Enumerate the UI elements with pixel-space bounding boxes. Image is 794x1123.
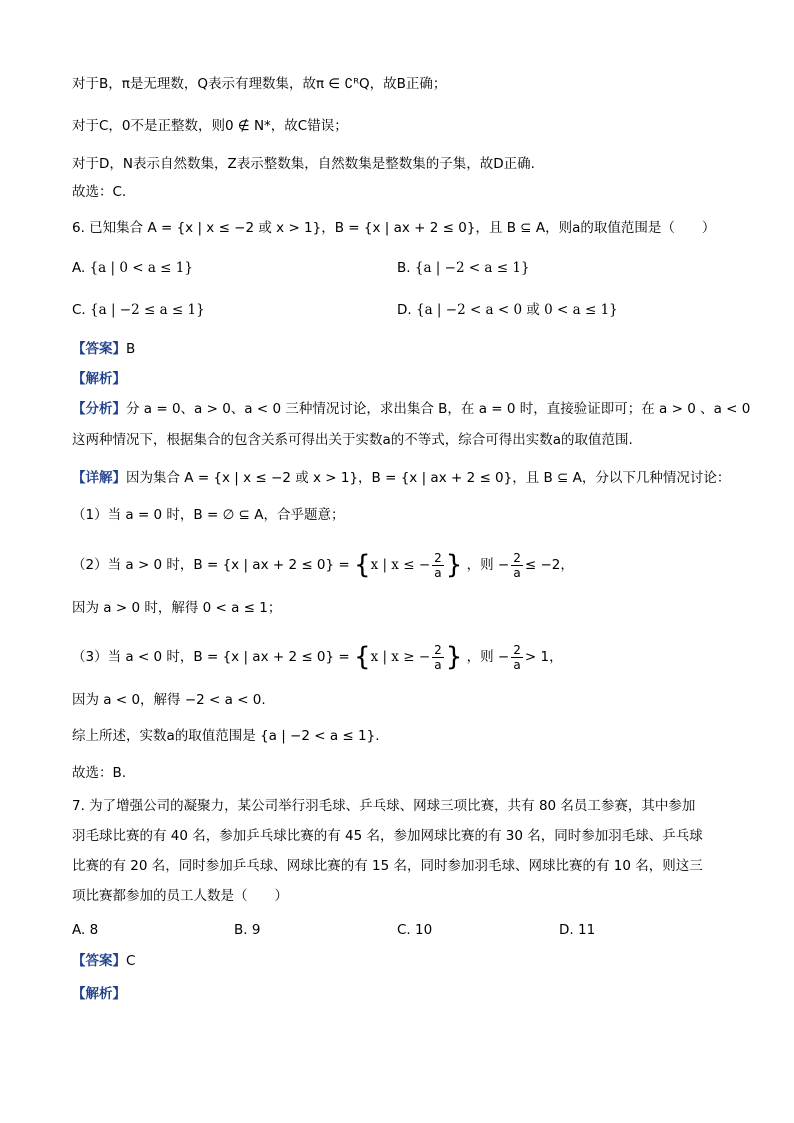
answer-selection-q6: 故选：B. [72, 765, 127, 781]
q6-option-b [397, 258, 530, 278]
fraction-denominator: a [513, 657, 521, 672]
right-brace-icon: } [445, 550, 463, 580]
question-6-stem: 6. 已知集合 A = {x | x ≤ −2 或 x > 1}，B = {x | ax + 2 ≤ 0}，且 B ⊆ A，则a的取值范围是（ ） [72, 220, 716, 236]
option-text: 9 [251, 922, 261, 938]
fraction-numerator: 2 [513, 550, 521, 565]
case-1-line: （1）当 a = 0 时，B = ∅ ⊆ A，合乎题意； [72, 507, 345, 523]
option-text: {a | −2 < a ≤ 1} [414, 260, 530, 276]
case-3-line [72, 642, 563, 672]
option-text: {a | 0 < a ≤ 1} [89, 260, 193, 276]
case-2-inequality: ≤ −2， [524, 557, 574, 573]
text-line-option-b-analysis: 对于B，π是无理数，Q表示有理数集，故π ∈ ∁ᴿQ，故B正确； [72, 76, 447, 92]
case-2-prefix: （2）当 a > 0 时，B = {x | ax + 2 ≤ 0} = [72, 557, 350, 573]
fraction-numerator: 2 [434, 550, 442, 565]
fraction-denominator: a [434, 657, 442, 672]
option-text: 11 [577, 922, 596, 938]
option-label: C. [397, 922, 411, 938]
case-3-set-condition: x | x ≥ − [370, 649, 431, 665]
q7-option-a [72, 920, 98, 940]
option-text: {a | −2 ≤ a ≤ 1} [90, 302, 205, 318]
option-label: A. [72, 922, 86, 938]
detail-label: 【详解】 [72, 470, 126, 486]
answer-value: B [126, 341, 136, 357]
option-label: B. [234, 922, 248, 938]
question-7-stem-line-2: 羽毛球比赛的有 40 名，参加乒乓球比赛的有 45 名，参加网球比赛的有 30 名，同时参加羽毛球、乒乓球 [72, 828, 703, 844]
analysis-label: 【分析】 [72, 401, 126, 417]
q7-option-d [559, 920, 595, 940]
analysis-line-2: 这两种情况下，根据集合的包含关系可得出关于实数a的不等式，综合可得出实数a的取值范围. [72, 432, 633, 448]
fraction-2-over-a [511, 551, 523, 580]
question-7-stem-line-3: 比赛的有 20 名，同时参加乒乓球、网球比赛的有 15 名，同时参加羽毛球、网球比赛的有 10 名，则这三 [72, 858, 703, 874]
case-2-then: ，则 − [466, 557, 510, 573]
fraction-denominator: a [434, 565, 442, 580]
left-brace-icon: { [354, 550, 371, 580]
analysis-tag-q6: 【解析】 [72, 371, 126, 387]
q7-option-b [234, 920, 260, 940]
fraction-numerator: 2 [513, 642, 521, 657]
left-brace-icon: { [354, 642, 371, 672]
case-2-result: 因为 a > 0 时，解得 0 < a ≤ 1； [72, 600, 282, 616]
question-7-stem-line-1: 7. 为了增强公司的凝聚力，某公司举行羽毛球、乒乓球、网球三项比赛，共有 80 名员工参赛，其中参加 [72, 798, 696, 814]
detail-text: 因为集合 A = {x | x ≤ −2 或 x > 1}，B = {x | ax + 2 ≤ 0}，且 B ⊆ A，分以下几种情况讨论： [126, 470, 731, 486]
option-label: D. [559, 922, 574, 938]
option-label: B. [397, 260, 411, 276]
answer-value: C [126, 953, 136, 969]
case-3-then: ，则 − [466, 649, 510, 665]
option-label: C. [72, 302, 86, 318]
analysis-line-1 [72, 399, 750, 419]
q6-option-d [397, 300, 618, 320]
answer-line-q6 [72, 339, 135, 359]
analysis-tag-q7: 【解析】 [72, 986, 126, 1002]
q7-option-c [397, 920, 432, 940]
case-3-result: 因为 a < 0，解得 −2 < a < 0. [72, 692, 266, 708]
case-3-prefix: （3）当 a < 0 时，B = {x | ax + 2 ≤ 0} = [72, 649, 350, 665]
answer-tag: 【答案】 [72, 341, 126, 357]
analysis-text: 分 a = 0、a > 0、a < 0 三种情况讨论，求出集合 B，在 a = 0 时，直接验证即可；在 a > 0 、a < 0 [126, 401, 751, 417]
case-3-inequality: > 1， [524, 649, 563, 665]
option-text: 10 [415, 922, 433, 938]
fraction-denominator: a [513, 565, 521, 580]
answer-selection-q5: 故选：C. [72, 184, 127, 200]
answer-line-q7 [72, 951, 135, 971]
detail-intro-line [72, 468, 730, 488]
case-2-set-condition: x | x ≤ − [370, 557, 431, 573]
answer-tag: 【答案】 [72, 953, 126, 969]
question-7-stem-line-4: 项比赛都参加的员工人数是（ ） [72, 888, 288, 904]
option-label: A. [72, 260, 86, 276]
q6-option-c [72, 300, 205, 320]
option-text: {a | −2 < a < 0 或 0 < a ≤ 1} [415, 302, 618, 318]
fraction-numerator: 2 [434, 642, 442, 657]
fraction-2-over-a [432, 551, 444, 580]
fraction-2-over-a [432, 643, 444, 672]
option-text: 8 [89, 922, 99, 938]
case-2-line [72, 550, 574, 580]
right-brace-icon: } [445, 642, 463, 672]
text-line-option-c-analysis: 对于C，0不是正整数，则0 ∉ N*，故C错误； [72, 118, 348, 134]
fraction-2-over-a [511, 643, 523, 672]
summary-line: 综上所述，实数a的取值范围是 {a | −2 < a ≤ 1}. [72, 728, 380, 744]
q6-option-a [72, 258, 193, 278]
text-line-option-d-analysis: 对于D，N表示自然数集，Z表示整数集，自然数集是整数集的子集，故D正确. [72, 156, 535, 172]
option-label: D. [397, 302, 412, 318]
